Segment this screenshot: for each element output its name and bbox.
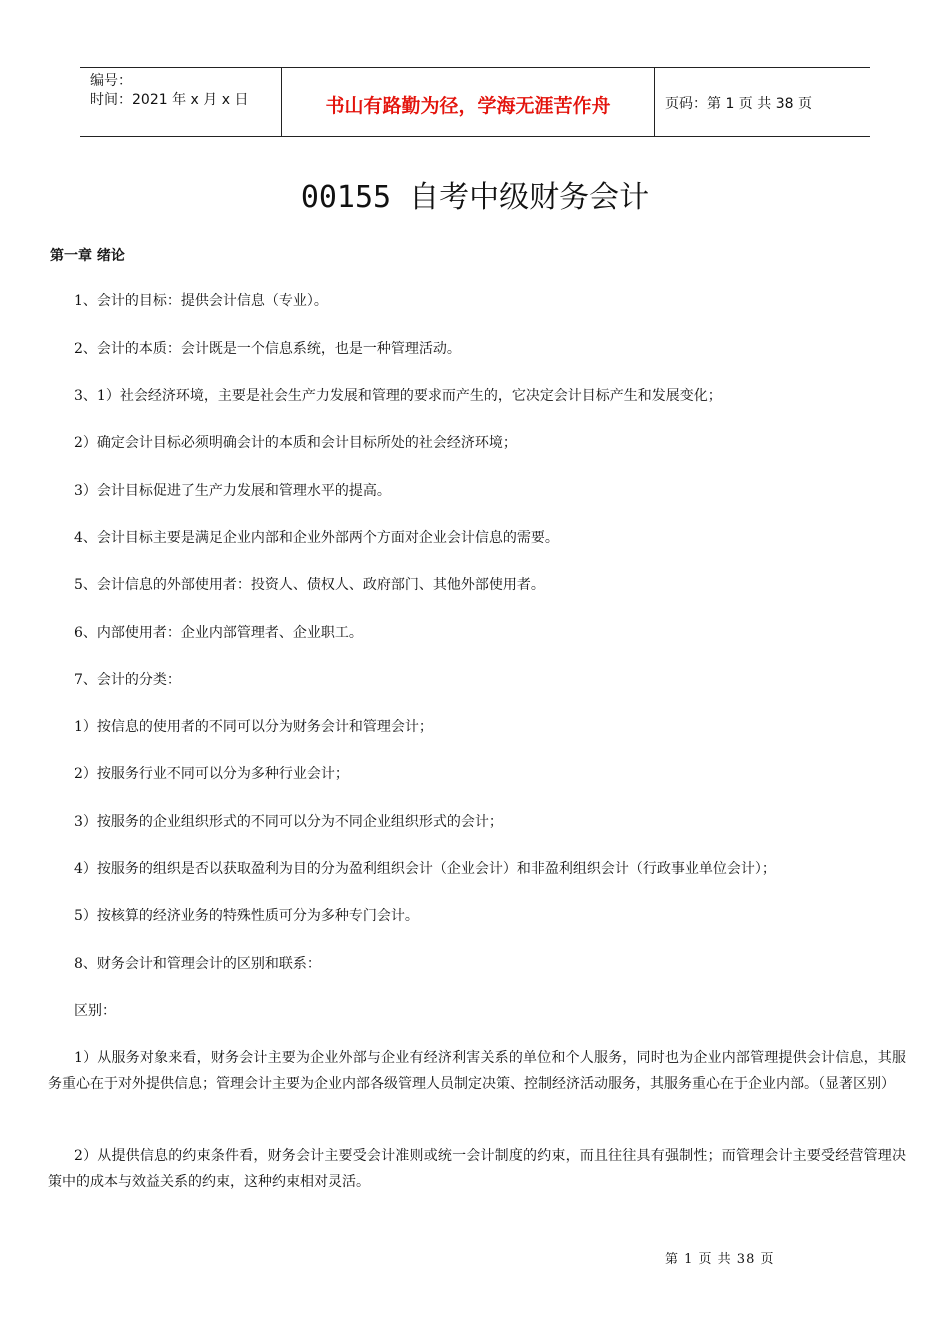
header-motto: 书山有路勤为径，学海无涯苦作舟 [281, 68, 655, 136]
page-footer: 第 1 页 共 38 页 [665, 1252, 775, 1267]
number-label: 编号： [90, 73, 132, 89]
paragraph: 区别： [74, 1003, 116, 1019]
header-page-info: 页码：第 1 页 共 38 页 [665, 96, 812, 112]
time-label: 时间：2021 年 x 月 x 日 [90, 92, 249, 108]
header-table [80, 67, 870, 137]
paragraph: 5）按核算的经济业务的特殊性质可分为多种专门会计。 [74, 908, 419, 924]
paragraph: 7、会计的分类： [74, 672, 181, 688]
paragraph: 1）按信息的使用者的不同可以分为财务会计和管理会计； [74, 719, 433, 735]
paragraph: 6、内部使用者：企业内部管理者、企业职工。 [74, 625, 363, 641]
long-paragraph: 2）从提供信息的约束条件看，财务会计主要受会计准则或统一会计制度的约束，而且往往具有强制性；而管理会计主要受经营管理决策中的成本与效益关系的约束，这种约束相对灵活。 [48, 1148, 906, 1190]
paragraph: 4）按服务的组织是否以获取盈利为目的分为盈利组织会计（企业会计）和非盈利组织会计（行政事业单位会计）； [74, 861, 776, 877]
paragraph: 4、会计目标主要是满足企业内部和企业外部两个方面对企业会计信息的需要。 [74, 530, 559, 546]
paragraph: 2）确定会计目标必须明确会计的本质和会计目标所处的社会经济环境； [74, 435, 517, 451]
paragraph: 3、1）社会经济环境，主要是社会生产力发展和管理的要求而产生的，它决定会计目标产生和发展变化； [74, 388, 722, 404]
paragraph: 2）按服务行业不同可以分为多种行业会计； [74, 766, 349, 782]
header-meta [80, 68, 281, 136]
paragraph: 3）会计目标促进了生产力发展和管理水平的提高。 [74, 483, 391, 499]
paragraph: 1、会计的目标：提供会计信息（专业）。 [74, 293, 328, 309]
paragraph: 8、财务会计和管理会计的区别和联系： [74, 956, 321, 972]
paragraph: 3）按服务的企业组织形式的不同可以分为不同企业组织形式的会计； [74, 814, 503, 830]
chapter-heading: 第一章 绪论 [50, 248, 125, 264]
paragraph: 5、会计信息的外部使用者：投资人、债权人、政府部门、其他外部使用者。 [74, 577, 545, 593]
long-paragraph: 1）从服务对象来看，财务会计主要为企业外部与企业有经济利害关系的单位和个人服务，同时也为企业内部管理提供会计信息，其服务重心在于对外提供信息；管理会计主要为企业内部各级管理人员制定决策、控制经济活动服务，其服务重心在于企业内部。（显著区别） [48, 1050, 906, 1092]
document-title: 00155 自考中级财务会计 [300, 180, 650, 215]
paragraph: 2、会计的本质：会计既是一个信息系统，也是一种管理活动。 [74, 341, 461, 357]
